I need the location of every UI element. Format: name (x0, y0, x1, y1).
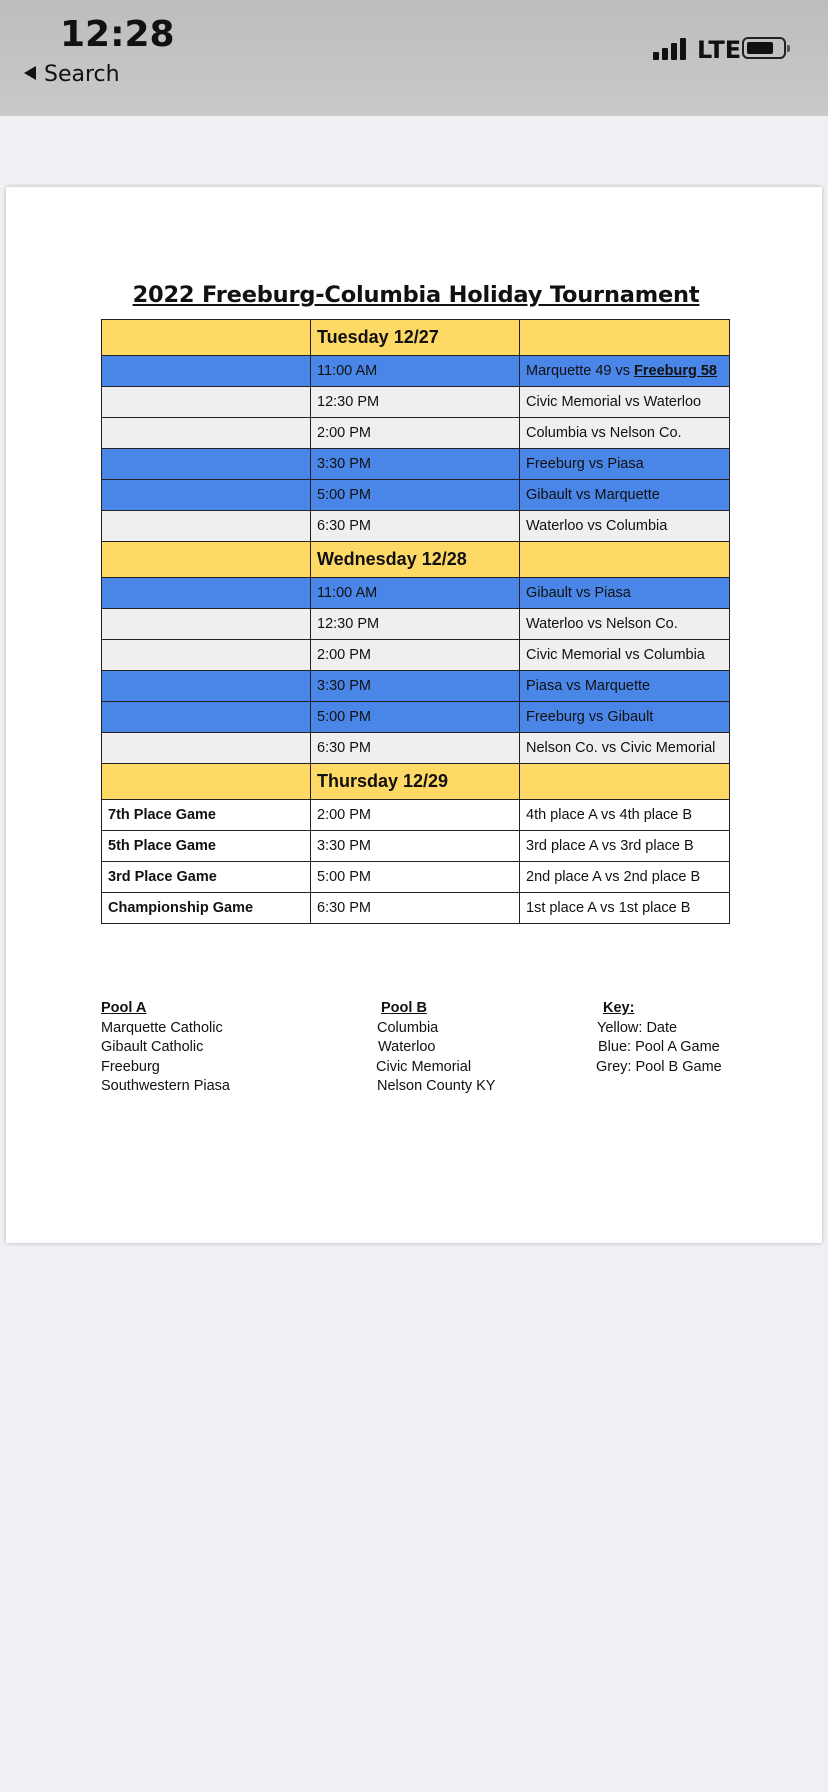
day-row-tuesday (102, 320, 730, 356)
pool-team: Marquette Catholic (101, 1019, 223, 1036)
game-matchup: Waterloo vs Nelson Co. (520, 609, 730, 640)
game-row (102, 578, 730, 609)
game-time: 12:30 PM (311, 387, 520, 418)
game-row (102, 893, 730, 924)
signal-icon (653, 38, 691, 60)
game-matchup: Civic Memorial vs Waterloo (520, 387, 730, 418)
status-time: 12:28 (60, 14, 175, 55)
back-arrow-icon (24, 66, 36, 80)
color-key (596, 999, 722, 1077)
game-row (102, 702, 730, 733)
game-time: 2:00 PM (311, 418, 520, 449)
status-bar (0, 0, 828, 116)
day-row-wednesday (102, 542, 730, 578)
game-row (102, 609, 730, 640)
key-heading: Key: (603, 1000, 635, 1016)
document-title: 2022 Freeburg-Columbia Holiday Tournament (132, 282, 700, 308)
pool-team: Southwestern Piasa (101, 1078, 230, 1094)
winner-score: Freeburg 58 (634, 363, 717, 379)
game-time: 11:00 AM (311, 578, 520, 609)
game-matchup: 1st place A vs 1st place B (520, 893, 730, 924)
game-matchup: Columbia vs Nelson Co. (520, 418, 730, 449)
game-matchup: Nelson Co. vs Civic Memorial (520, 733, 730, 764)
game-row (102, 733, 730, 764)
game-time: 5:00 PM (311, 862, 520, 893)
game-time: 2:00 PM (311, 800, 520, 831)
game-row (102, 831, 730, 862)
pool-b-heading: Pool B (381, 1000, 427, 1016)
game-time: 3:30 PM (311, 831, 520, 862)
game-name: 5th Place Game (102, 831, 311, 862)
game-row (102, 671, 730, 702)
game-row (102, 800, 730, 831)
game-time: 6:30 PM (311, 893, 520, 924)
back-label: Search (44, 62, 120, 87)
game-row (102, 356, 730, 387)
game-matchup: Piasa vs Marquette (520, 671, 730, 702)
game-time: 12:30 PM (311, 609, 520, 640)
game-name: 7th Place Game (102, 800, 311, 831)
battery-icon (742, 37, 786, 59)
day-row-thursday (102, 764, 730, 800)
key-item: Blue: Pool A Game (598, 1039, 720, 1055)
document-page (6, 187, 822, 1243)
game-matchup: Waterloo vs Columbia (520, 511, 730, 542)
game-time: 6:30 PM (311, 733, 520, 764)
pool-a-heading: Pool A (101, 1000, 147, 1016)
pool-team: Freeburg (101, 1058, 160, 1075)
pool-team: Columbia (377, 1019, 439, 1036)
day-label: Wednesday 12/28 (311, 542, 520, 578)
game-time: 3:30 PM (311, 671, 520, 702)
day-label: Thursday 12/29 (311, 764, 520, 800)
game-matchup: Gibault vs Piasa (520, 578, 730, 609)
game-time: 5:00 PM (311, 702, 520, 733)
pool-team: Civic Memorial (376, 1058, 472, 1075)
game-row (102, 449, 730, 480)
game-matchup: 2nd place A vs 2nd place B (520, 862, 730, 893)
back-to-search-button[interactable] (24, 62, 120, 87)
game-name: 3rd Place Game (102, 862, 311, 893)
game-matchup: 4th place A vs 4th place B (520, 800, 730, 831)
game-row (102, 640, 730, 671)
game-time: 6:30 PM (311, 511, 520, 542)
game-matchup: Freeburg vs Gibault (520, 702, 730, 733)
pool-team: Waterloo (378, 1039, 436, 1055)
game-time: 11:00 AM (311, 356, 520, 387)
game-matchup: 3rd place A vs 3rd place B (520, 831, 730, 862)
game-matchup: Marquette 49 vs Freeburg 58 (520, 356, 730, 387)
pool-team: Gibault Catholic (101, 1039, 204, 1055)
day-label: Tuesday 12/27 (311, 320, 520, 356)
game-row (102, 480, 730, 511)
network-label: LTE (697, 36, 742, 64)
game-time: 2:00 PM (311, 640, 520, 671)
game-matchup: Freeburg vs Piasa (520, 449, 730, 480)
game-row (102, 387, 730, 418)
schedule-table (101, 319, 730, 924)
key-item: Grey: Pool B Game (596, 1058, 722, 1075)
game-time: 5:00 PM (311, 480, 520, 511)
pool-b-list (376, 999, 495, 1097)
game-name: Championship Game (102, 893, 311, 924)
game-row (102, 862, 730, 893)
pool-team: Nelson County KY (377, 1078, 496, 1094)
pool-a-list (101, 999, 230, 1097)
game-matchup: Civic Memorial vs Columbia (520, 640, 730, 671)
game-matchup: Gibault vs Marquette (520, 480, 730, 511)
key-item: Yellow: Date (597, 1019, 678, 1036)
game-row (102, 418, 730, 449)
game-row (102, 511, 730, 542)
game-time: 3:30 PM (311, 449, 520, 480)
